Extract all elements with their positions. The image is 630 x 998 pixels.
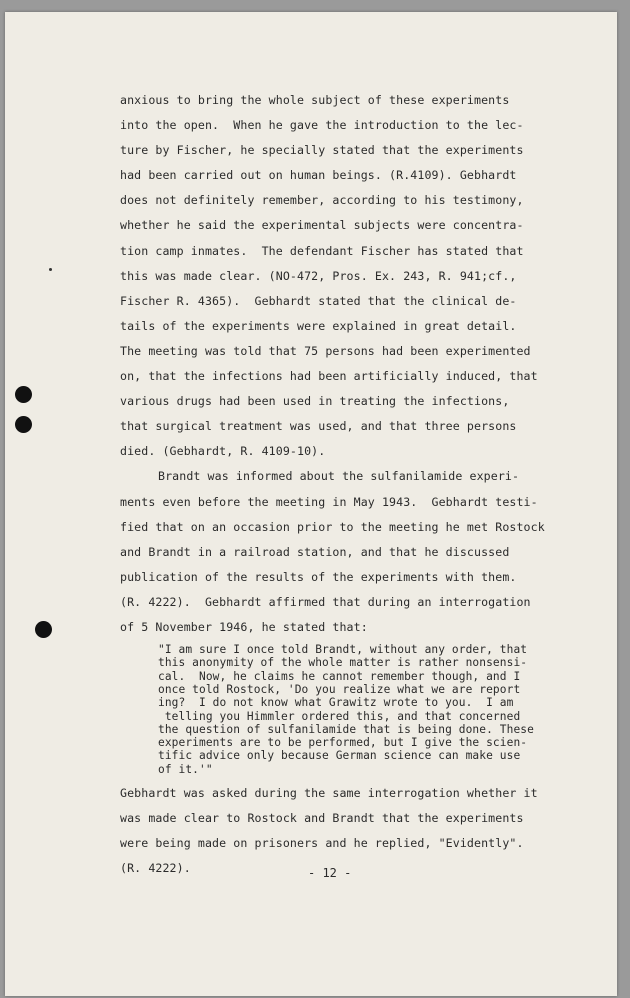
punch-hole-top xyxy=(15,386,32,403)
text-line: and Brandt in a railroad station, and that he discussed xyxy=(120,544,510,559)
page-number: - 12 - xyxy=(308,866,352,880)
quote-line: once told Rostock, 'Do you realize what we are report xyxy=(158,682,521,696)
text-line: had been carried out on human beings. (R.4109). Gebhardt xyxy=(120,168,517,183)
text-line: were being made on prisoners and he replied, "Evidently". xyxy=(120,836,524,851)
text-line: publication of the results of the experiments with them. xyxy=(120,569,517,584)
quote-line: tific advice only because German science can make use xyxy=(158,749,521,763)
text-line: tion camp inmates. The defendant Fischer has stated that xyxy=(120,243,524,258)
text-line: into the open. When he gave the introduction to the lec- xyxy=(120,118,524,133)
text-line: died. (Gebhardt, R. 4109-10). xyxy=(120,444,326,459)
quote-line: telling you Himmler ordered this, and that concerned xyxy=(158,709,521,723)
margin-mark xyxy=(49,268,52,271)
text-line: whether he said the experimental subjects were concentra- xyxy=(120,218,524,233)
quote-line: "I am sure I once told Brandt, without any order, that xyxy=(158,643,528,657)
text-line: does not definitely remember, according to his testimony, xyxy=(120,193,524,208)
text-line: fied that on an occasion prior to the meeting he met Rostock xyxy=(120,519,545,534)
text-line: (R. 4222). xyxy=(120,861,191,876)
text-line: (R. 4222). Gebhardt affirmed that during an interrogation xyxy=(120,594,531,609)
text-line: was made clear to Rostock and Brandt that the experiments xyxy=(120,811,524,826)
text-line: Fischer R. 4365). Gebhardt stated that the clinical de- xyxy=(120,293,517,308)
punch-hole-bottom xyxy=(35,621,52,638)
text-line: that surgical treatment was used, and that three persons xyxy=(120,419,517,434)
quote-line: ing? I do not know what Grawitz wrote to you. I am xyxy=(158,696,514,710)
text-line: on, that the infections had been artificially induced, that xyxy=(120,369,538,384)
paragraph-2 xyxy=(120,464,560,640)
quote-line: experiments are to be performed, but I give the scien- xyxy=(158,736,528,750)
text-line: anxious to bring the whole subject of these experiments xyxy=(120,93,510,107)
text-line: Brandt was informed about the sulfanilamide experi- xyxy=(158,469,520,484)
quote-line: of it.'" xyxy=(158,762,213,776)
document-body xyxy=(120,88,560,881)
text-line: ments even before the meeting in May 1943. Gebhardt testi- xyxy=(120,494,538,509)
text-line: tails of the experiments were explained in great detail. xyxy=(120,318,517,333)
text-line: various drugs had been used in treating the infections, xyxy=(120,394,510,409)
punch-hole-middle xyxy=(15,416,32,433)
paragraph-1 xyxy=(120,88,560,464)
text-line: this was made clear. (NO-472, Pros. Ex. 243, R. 941;cf., xyxy=(120,268,517,283)
quote-line: this anonymity of the whole matter is rather nonsensi- xyxy=(158,656,528,670)
text-line: The meeting was told that 75 persons had been experimented xyxy=(120,343,531,358)
quote-line: cal. Now, he claims he cannot remember though, and I xyxy=(158,669,521,683)
quote-line: the question of sulfanilamide that is being done. These xyxy=(158,722,534,736)
text-line: ture by Fischer, he specially stated that the experiments xyxy=(120,143,524,158)
text-line: of 5 November 1946, he stated that: xyxy=(120,619,368,634)
text-line: Gebhardt was asked during the same interrogation whether it xyxy=(120,786,538,801)
block-quote xyxy=(120,643,560,776)
